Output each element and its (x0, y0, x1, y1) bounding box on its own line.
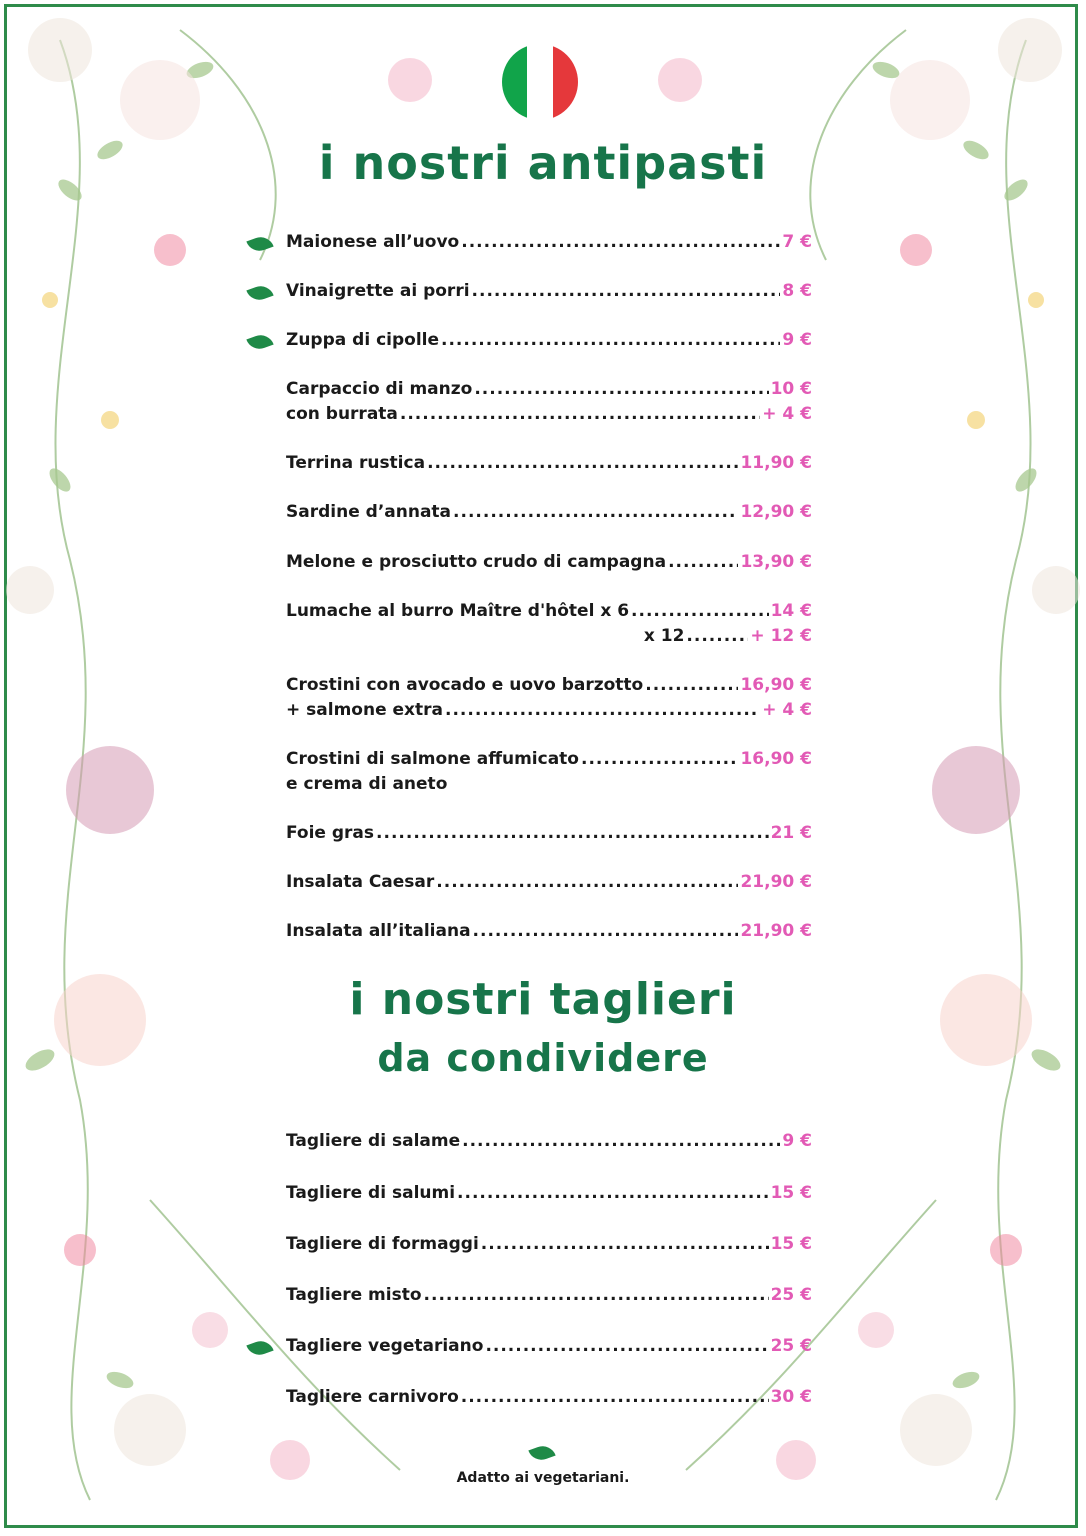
menu-item (286, 279, 812, 304)
dish-name: Tagliere di formaggi (286, 1234, 479, 1254)
dish-price: 7 € (782, 232, 812, 252)
dot-leader (473, 919, 739, 944)
dish-price: 10 € (770, 379, 812, 399)
dot-leader (457, 1181, 769, 1206)
dot-leader (631, 599, 769, 624)
dot-leader (445, 698, 760, 723)
dot-leader (436, 870, 738, 895)
dish-price: + 12 € (750, 626, 812, 646)
menu-line (286, 550, 812, 575)
dish-price: 8 € (782, 281, 812, 301)
dot-leader (462, 1129, 780, 1154)
dish-name: Lumache al burro Maître d'hôtel x 6 (286, 601, 630, 621)
dish-price: 12,90 € (740, 502, 812, 522)
menu-item (286, 673, 812, 723)
dish-price: 11,90 € (740, 453, 812, 473)
menu-line (286, 1283, 812, 1308)
dish-price: 21,90 € (740, 921, 812, 941)
dish-price: + 4 € (762, 700, 812, 720)
menu-line (286, 673, 812, 698)
menu-item (286, 451, 812, 476)
menu-line (286, 821, 812, 846)
dish-price: 25 € (770, 1285, 812, 1305)
menu-line (286, 624, 812, 649)
dot-leader (424, 1283, 769, 1308)
flag-white-stripe (527, 44, 552, 120)
dot-leader (686, 624, 748, 649)
antipasti-heading: i nostri antipasti (318, 136, 768, 190)
dot-leader (481, 1232, 769, 1257)
menu-line (286, 402, 812, 427)
dot-leader (472, 279, 781, 304)
dish-name: Insalata all’italiana (286, 921, 471, 941)
menu-line (286, 451, 812, 476)
menu-line (286, 377, 812, 402)
dish-subtitle: e crema di aneto (286, 774, 448, 794)
dish-price: 25 € (770, 1336, 812, 1356)
vegetarian-note: Adatto ai vegetariani. (456, 1470, 630, 1486)
dish-price: 9 € (782, 330, 812, 350)
dish-name: Tagliere di salame (286, 1131, 461, 1151)
dot-leader (461, 1385, 769, 1410)
menu-line (286, 1181, 812, 1206)
dish-name: Carpaccio di manzo (286, 379, 473, 399)
menu-line (286, 1129, 812, 1154)
dot-leader (441, 328, 780, 353)
menu-item (286, 870, 812, 895)
dish-name: Tagliere carnivoro (286, 1387, 459, 1407)
dish-price: 30 € (770, 1387, 812, 1407)
menu-line (286, 1385, 812, 1410)
menu-item (286, 377, 812, 427)
dish-price: 15 € (770, 1234, 812, 1254)
menu-line (286, 328, 812, 353)
menu-item (286, 1232, 812, 1257)
dish-name: Tagliere di salumi (286, 1183, 456, 1203)
dot-leader (400, 402, 760, 427)
dish-name: Crostini con avocado e uovo barzotto (286, 675, 644, 695)
dish-price: 16,90 € (740, 749, 812, 769)
dish-price: 15 € (770, 1183, 812, 1203)
dot-leader (645, 673, 738, 698)
menu-line (286, 279, 812, 304)
dish-name: Terrina rustica (286, 453, 426, 473)
taglieri-heading: i nostri taglieri (349, 974, 737, 1025)
menu-line (286, 870, 812, 895)
dot-leader (474, 377, 768, 402)
dish-price: + 4 € (762, 404, 812, 424)
dish-price: 9 € (782, 1131, 812, 1151)
menu-item (286, 550, 812, 575)
menu-item (286, 919, 812, 944)
dish-price: 21 € (770, 823, 812, 843)
taglieri-subheading: da condividere (377, 1036, 709, 1080)
dish-name: Crostini di salmone affumicato (286, 749, 579, 769)
dish-price: 13,90 € (740, 552, 812, 572)
menu-item (286, 1334, 812, 1359)
dot-leader (485, 1334, 768, 1359)
menu-line (286, 698, 812, 723)
dish-name: Sardine d’annata (286, 502, 452, 522)
menu-item (286, 599, 812, 649)
menu-item (286, 821, 812, 846)
dish-name: Tagliere vegetariano (286, 1336, 484, 1356)
menu-line (286, 1232, 812, 1257)
menu-item (286, 1181, 812, 1206)
menu-item (286, 1385, 812, 1410)
dot-leader (461, 230, 780, 255)
menu-line (286, 747, 812, 772)
dish-price: 14 € (770, 601, 812, 621)
dish-name: Zuppa di cipolle (286, 330, 440, 350)
dot-leader (427, 451, 738, 476)
menu-item (286, 230, 812, 255)
dot-leader (376, 821, 769, 846)
menu-line (286, 599, 812, 624)
dot-leader (453, 500, 738, 525)
menu-line (286, 500, 812, 525)
menu-line (286, 1334, 812, 1359)
dish-name: + salmone extra (286, 700, 444, 720)
dish-name: con burrata (286, 404, 398, 424)
menu-item (286, 328, 812, 353)
menu-item (286, 1129, 812, 1154)
menu-item (286, 500, 812, 525)
menu-line (286, 230, 812, 255)
dish-price: 21,90 € (740, 872, 812, 892)
dot-leader (581, 747, 738, 772)
dish-price: 16,90 € (740, 675, 812, 695)
dish-name: Maionese all’uovo (286, 232, 460, 252)
menu-line (286, 919, 812, 944)
dish-name: Foie gras (286, 823, 375, 843)
dish-name: Insalata Caesar (286, 872, 435, 892)
dot-leader (668, 550, 738, 575)
dish-name: Vinaigrette ai porri (286, 281, 470, 301)
dish-name: x 12 (643, 626, 685, 646)
dish-name: Tagliere misto (286, 1285, 422, 1305)
menu-item (286, 1283, 812, 1308)
dish-name: Melone e prosciutto crudo di campagna (286, 552, 667, 572)
italian-flag-icon (502, 44, 578, 120)
menu-item (286, 747, 812, 797)
